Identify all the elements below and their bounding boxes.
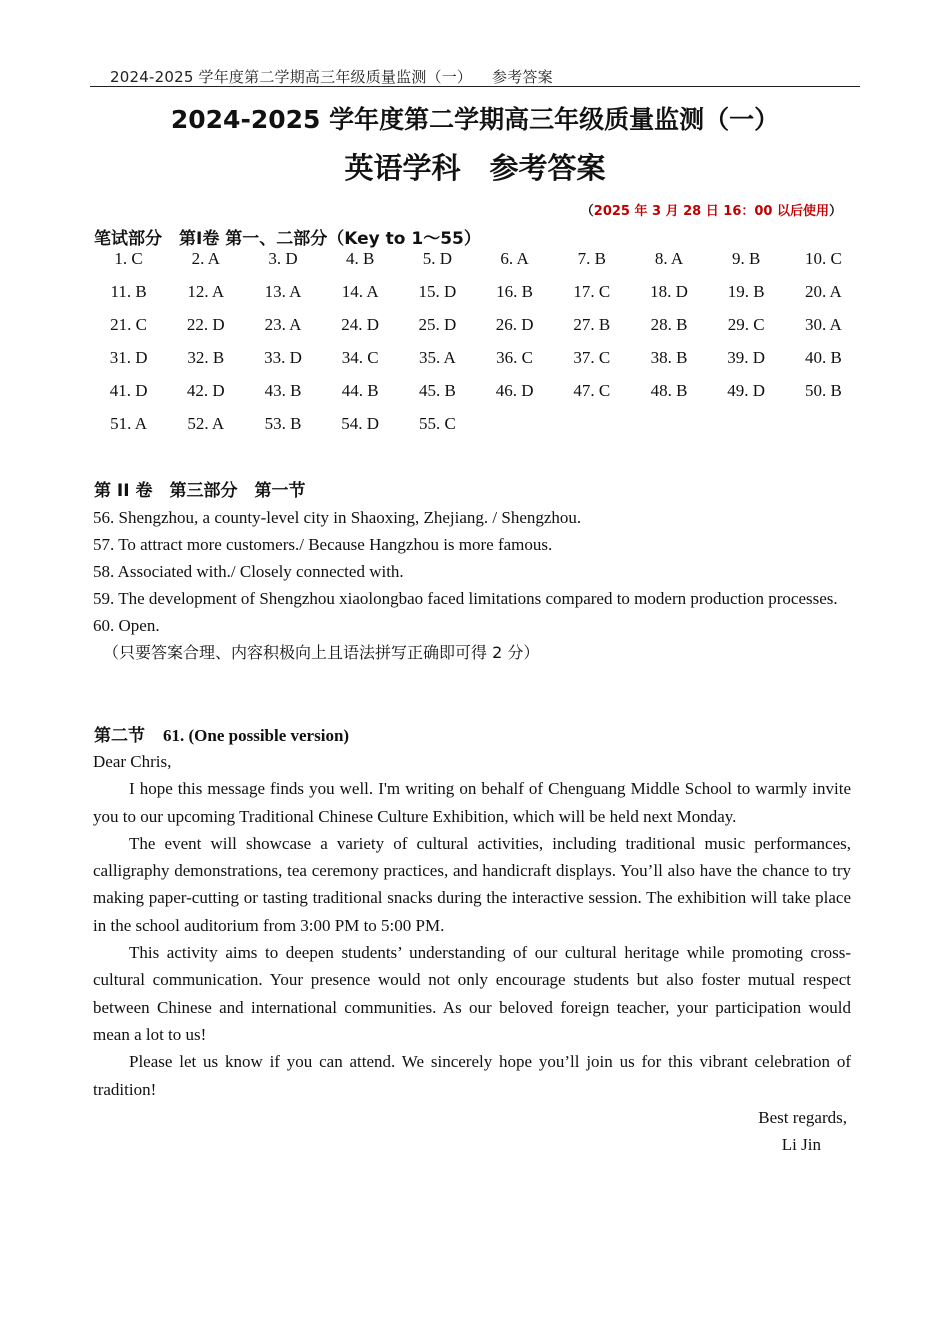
- answer-key-item: 48. B: [650, 381, 688, 400]
- answer-key-item: 22. D: [186, 315, 225, 334]
- answer-key-item: 31. D: [109, 348, 148, 367]
- answer-key-item: 2. A: [191, 249, 220, 268]
- answer-key-item: 9. B: [732, 249, 761, 268]
- short-answer-list: [93, 504, 851, 666]
- answer-58: 58. Associated with./ Closely connected with.: [93, 562, 404, 581]
- answer-key-item: 27. B: [573, 315, 611, 334]
- answer-key-item: 53. B: [264, 414, 302, 433]
- release-note-close: ）: [828, 204, 842, 219]
- answer-key-grid: [90, 246, 862, 444]
- writing-section-label: 第二节: [94, 726, 145, 746]
- answer-key-item: 33. D: [264, 348, 302, 367]
- answer-key-item: 5. D: [422, 249, 453, 268]
- running-header: 2024-2025 学年度第二学期高三年级质量监测（一） 参考答案: [110, 68, 553, 86]
- answer-key-item: 35. A: [418, 348, 456, 367]
- answer-key-item: 21. C: [110, 315, 148, 334]
- answer-key-item: 3. D: [268, 249, 298, 268]
- answer-60: 60. Open.: [93, 616, 160, 635]
- answer-key-item: 37. C: [573, 348, 611, 367]
- answer-key-item: 40. B: [804, 348, 842, 367]
- answer-key-item: 23. A: [264, 315, 302, 334]
- answer-key-item: 47. C: [573, 381, 611, 400]
- answer-key-item: 15. D: [418, 282, 457, 301]
- letter-paragraph: Please let us know if you can attend. We sincerely hope you’ll join us for this vibrant celebration of tradition!: [93, 1052, 851, 1099]
- answer-key-item: 52. A: [187, 414, 225, 433]
- answer-key-item: 32. B: [187, 348, 225, 367]
- letter-greeting: Dear Chris,: [93, 752, 172, 771]
- answer-key-item: 36. C: [496, 348, 533, 367]
- answer-key-item: 34. C: [341, 348, 379, 367]
- answer-key-item: 10. C: [804, 249, 842, 268]
- answer-key-item: 50. B: [804, 381, 842, 400]
- answer-key-item: 38. B: [650, 348, 688, 367]
- letter-signature: Li Jin: [781, 1135, 821, 1155]
- answer-key-item: 29. C: [727, 315, 765, 334]
- answer-key-item: 49. D: [727, 381, 766, 400]
- letter-signoff: [758, 1104, 847, 1159]
- answer-key-item: 4. B: [346, 249, 375, 268]
- answer-59: 59. The development of Shengzhou xiaolongbao faced limitations compared to modern production processes.: [93, 589, 838, 608]
- answer-key-item: 11. B: [110, 282, 147, 301]
- answer-key-item: 19. B: [727, 282, 765, 301]
- sample-letter: [93, 748, 851, 1103]
- letter-paragraph: I hope this message finds you well. I'm writing on behalf of Chenguang Middle School to warmly invite you to our upcoming Traditional Chinese Culture Exhibition, which will be held next Monday.: [93, 779, 851, 826]
- answer-key-item: 54. D: [341, 414, 380, 433]
- document-subtitle: 英语学科 参考答案: [344, 151, 606, 185]
- answer-key-item: 6. A: [500, 249, 529, 268]
- answer-key-item: 12. A: [187, 282, 225, 301]
- answer-key-item: 25. D: [418, 315, 457, 334]
- release-note-text: 2025 年 3 月 28 日 16：00 以后使用: [593, 204, 829, 219]
- answer-key-item: 30. A: [804, 315, 842, 334]
- answer-56: 56. Shengzhou, a county-level city in Shaoxing, Zhejiang. / Shengzhou.: [93, 508, 582, 527]
- release-time-note: [581, 200, 842, 219]
- answer-key-item: 44. B: [341, 381, 379, 400]
- answer-57: 57. To attract more customers./ Because Hangzhou is more famous.: [93, 535, 553, 554]
- answer-key-item: 14. A: [341, 282, 379, 301]
- header-divider: [90, 86, 860, 87]
- document-title: 2024-2025 学年度第二学期高三年级质量监测（一）: [170, 105, 780, 134]
- answer-key-item: 43. B: [264, 381, 302, 400]
- answer-key-item: 45. B: [418, 381, 456, 400]
- release-note-open: （: [580, 204, 594, 219]
- writing-heading: [94, 721, 349, 746]
- letter-paragraph: The event will showcase a variety of cultural activities, including traditional music performances, calligraphy demonstrations, tea ceremony practices, and handicraft displays. You’ll also have the chance to try making paper-cutting or tasting traditional snacks during the interactive session. The exhibition will take place in the school auditorium from 3:00 PM to 5:00 PM.: [93, 833, 851, 935]
- answer-key-item: 39. D: [727, 348, 766, 367]
- answer-key-item: 18. D: [650, 282, 688, 301]
- answer-key-item: 55. C: [418, 414, 456, 433]
- answer-key-item: 16. B: [496, 282, 533, 301]
- answer-key-item: 41. D: [109, 381, 148, 400]
- answer-key-item: 51. A: [110, 414, 148, 433]
- writing-task-label: 61. (One possible version): [163, 726, 350, 745]
- answer-key-item: 46. D: [495, 381, 534, 400]
- letter-paragraph: This activity aims to deepen students’ understanding of our cultural heritage while promoting cross-cultural communication. Your presence would not only encourage students but also foster mutual respect between Chinese and international communities. As our beloved foreign teacher, your participation would mean a lot to us!: [93, 943, 851, 1044]
- answer-key-item: 20. A: [804, 282, 842, 301]
- letter-closing: Best regards,: [758, 1108, 847, 1127]
- answer-key-item: 1. C: [114, 249, 143, 268]
- answer-key-item: 26. D: [495, 315, 534, 334]
- answer-key-item: 8. A: [654, 249, 684, 268]
- answer-key-item: 24. D: [341, 315, 380, 334]
- scoring-note: （只要答案合理、内容积极向上且语法拼写正确即可得 2 分）: [103, 643, 540, 662]
- section1-heading: 笔试部分 第I卷 第一、二部分（Key to 1～55）: [94, 229, 481, 249]
- answer-key-item: 28. B: [650, 315, 688, 334]
- answer-key-item: 42. D: [186, 381, 225, 400]
- answer-key-item: 17. C: [573, 282, 611, 301]
- answer-key-item: 13. A: [264, 282, 302, 301]
- answer-key-item: 7. B: [577, 249, 606, 268]
- section2-heading: 第 II 卷 第三部分 第一节: [94, 481, 306, 501]
